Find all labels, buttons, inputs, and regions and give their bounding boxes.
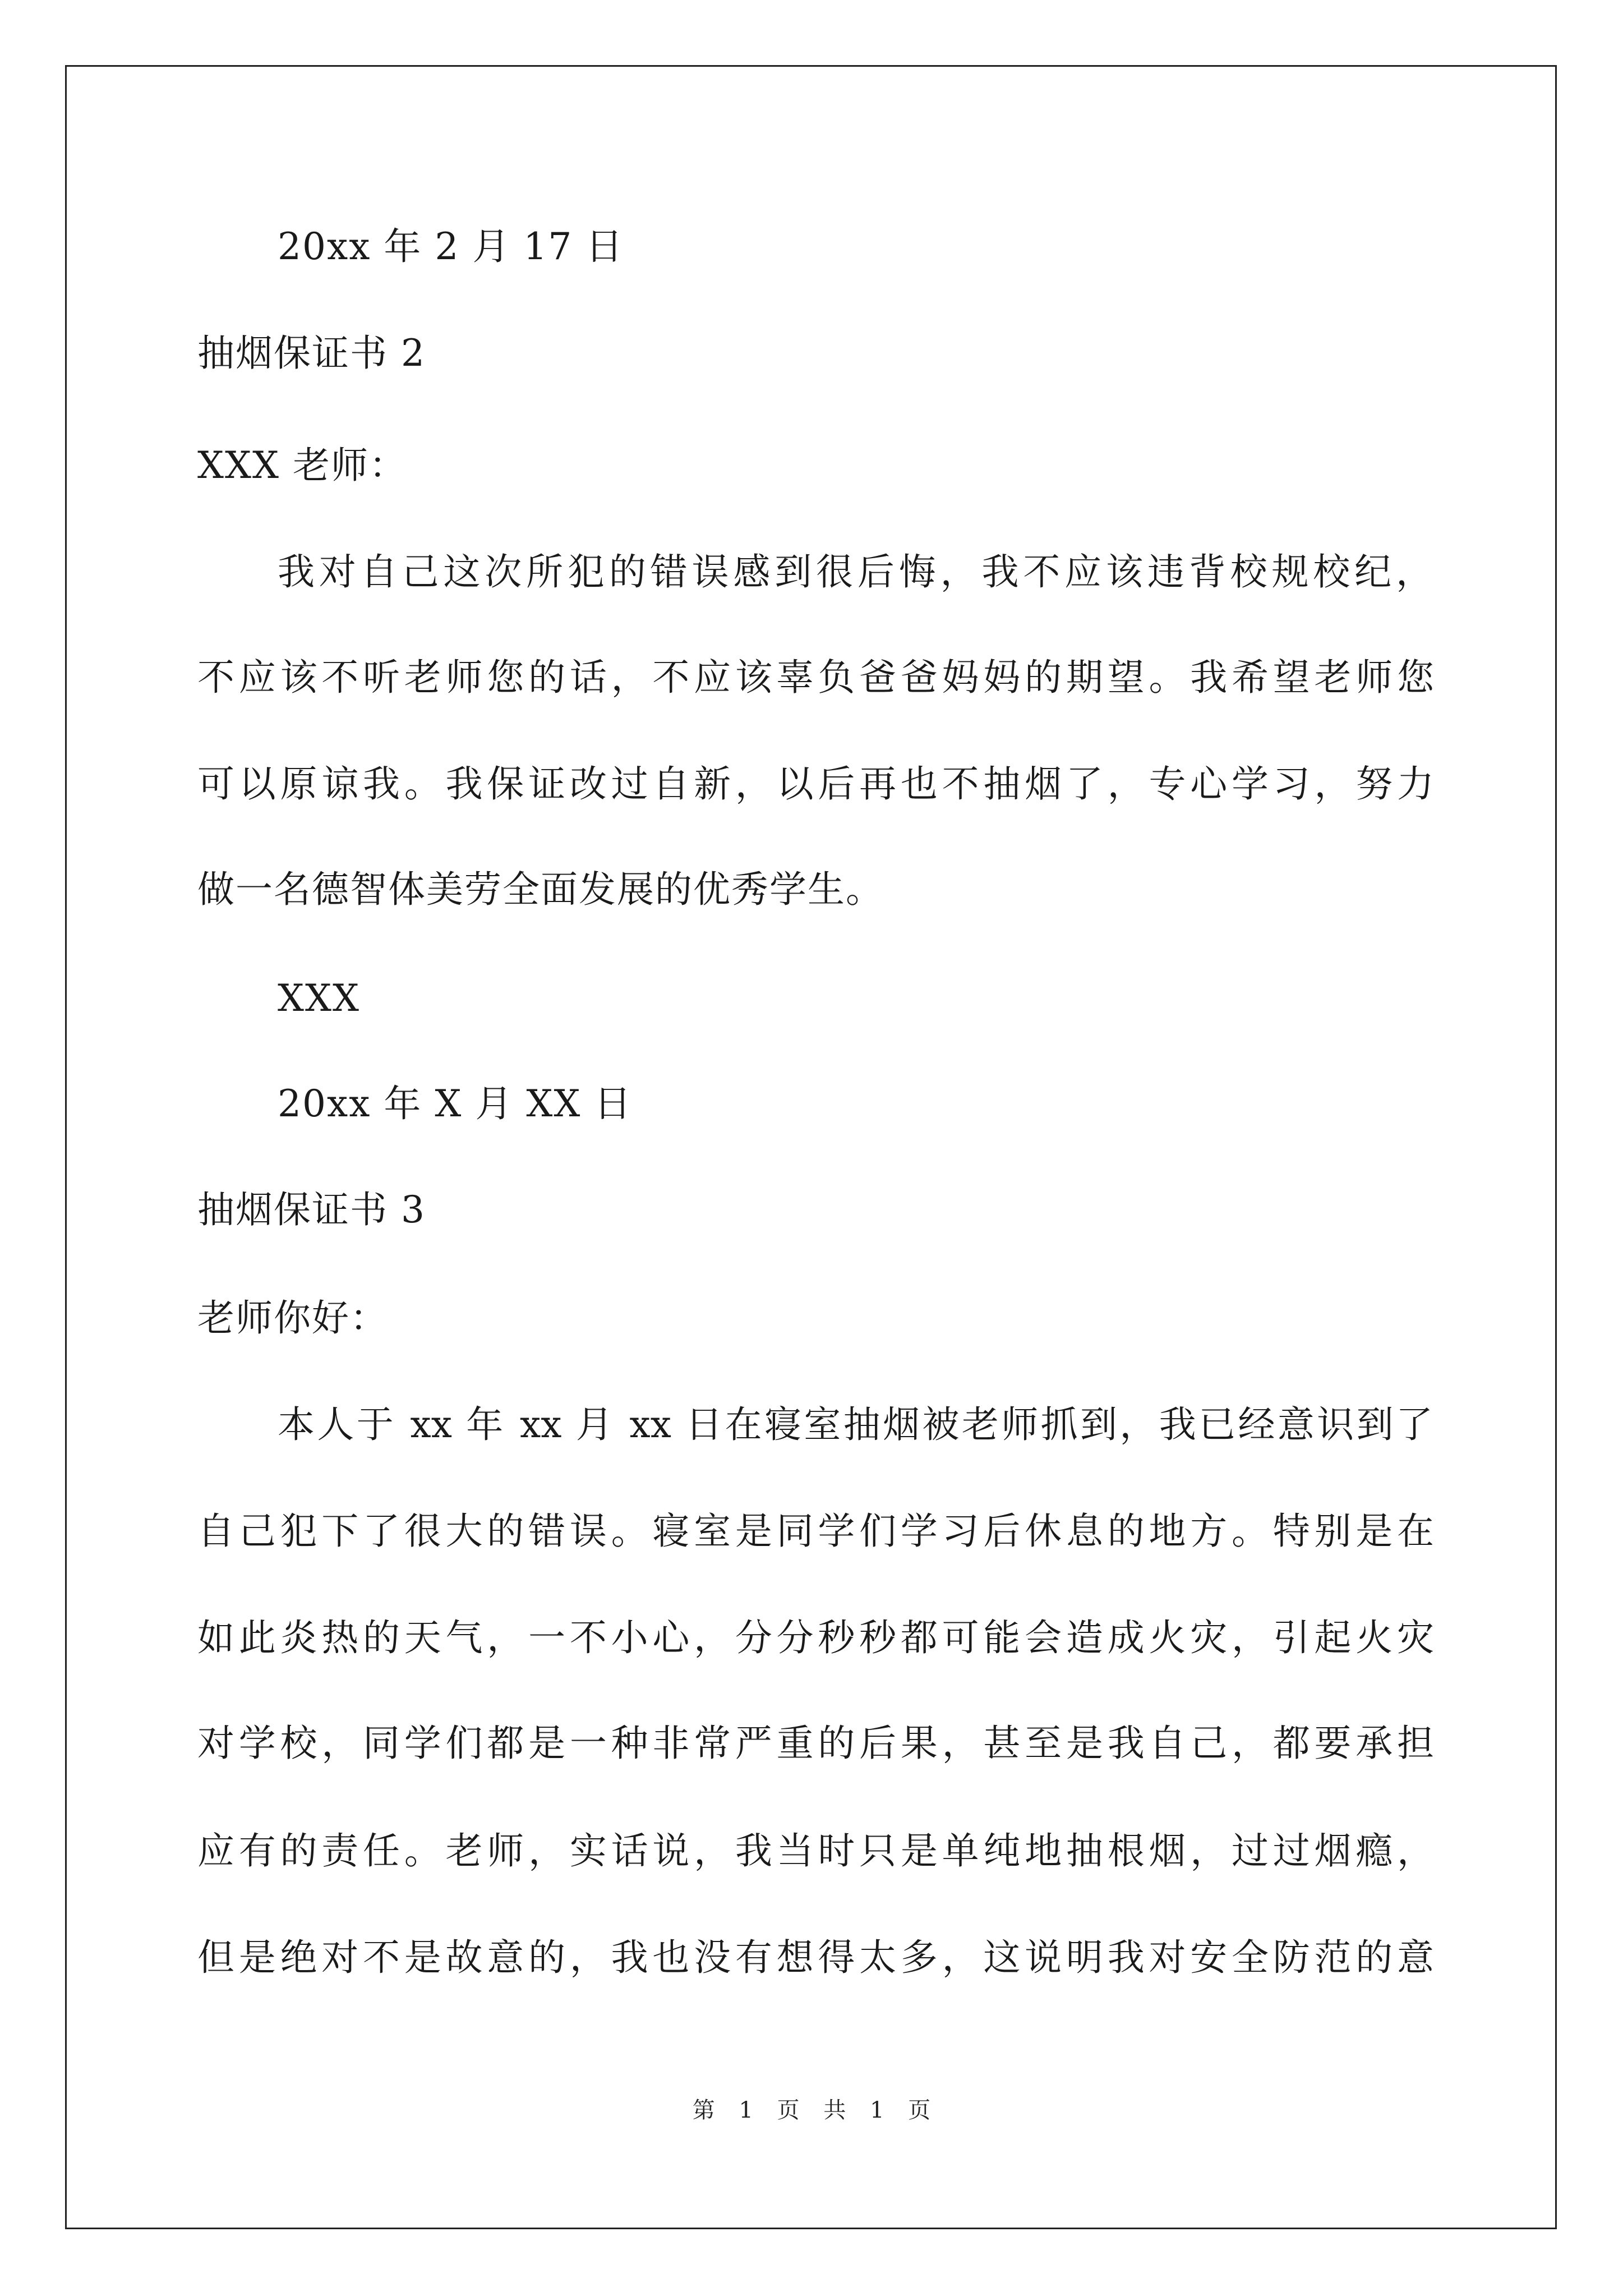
salutation: 老师你好： xyxy=(197,1296,388,1340)
paragraph-line: 但是绝对不是故意的，我也没有想得太多，这说明我对安全防范的意 xyxy=(197,1936,1434,1979)
paragraph-line: 如此炎热的天气，一不小心，分分秒秒都可能会造成火灾，引起火灾 xyxy=(197,1616,1434,1659)
page-total: 共 1 页 xyxy=(823,2097,931,2123)
salutation: XXX 老师： xyxy=(197,444,407,487)
section-title-2: 抽烟保证书 2 xyxy=(197,332,426,375)
paragraph-line: 做一名德智体美劳全面发展的优秀学生。 xyxy=(197,868,884,911)
section-title-3: 抽烟保证书 3 xyxy=(197,1188,426,1231)
page-border xyxy=(65,65,1557,2229)
date-line: 20xx 年 X 月 XX 日 xyxy=(278,1082,633,1125)
page-number: 第 1 页 xyxy=(692,2097,800,2123)
date-line: 20xx 年 2 月 17 日 xyxy=(278,225,624,268)
paragraph-line: 对学校，同学们都是一种非常严重的后果，甚至是我自己，都要承担 xyxy=(197,1722,1434,1765)
paragraph-line: 自己犯下了很大的错误。寝室是同学们学习后休息的地方。特别是在 xyxy=(197,1510,1434,1553)
paragraph-line: 可以原谅我。我保证改过自新，以后再也不抽烟了，专心学习，努力 xyxy=(197,762,1434,806)
paragraph-line: 我对自己这次所犯的错误感到很后悔，我不应该违背校规校纪， xyxy=(278,550,1433,593)
page-footer xyxy=(0,2096,1623,2124)
paragraph-line: 不应该不听老师您的话，不应该辜负爸爸妈妈的期望。我希望老师您 xyxy=(197,656,1434,699)
signature: XXX xyxy=(278,977,360,1020)
paragraph-line: 本人于 xx 年 xx 月 xx 日在寝室抽烟被老师抓到，我已经意识到了 xyxy=(278,1403,1433,1446)
paragraph-line: 应有的责任。老师，实话说，我当时只是单纯地抽根烟，过过烟瘾， xyxy=(197,1829,1434,1872)
